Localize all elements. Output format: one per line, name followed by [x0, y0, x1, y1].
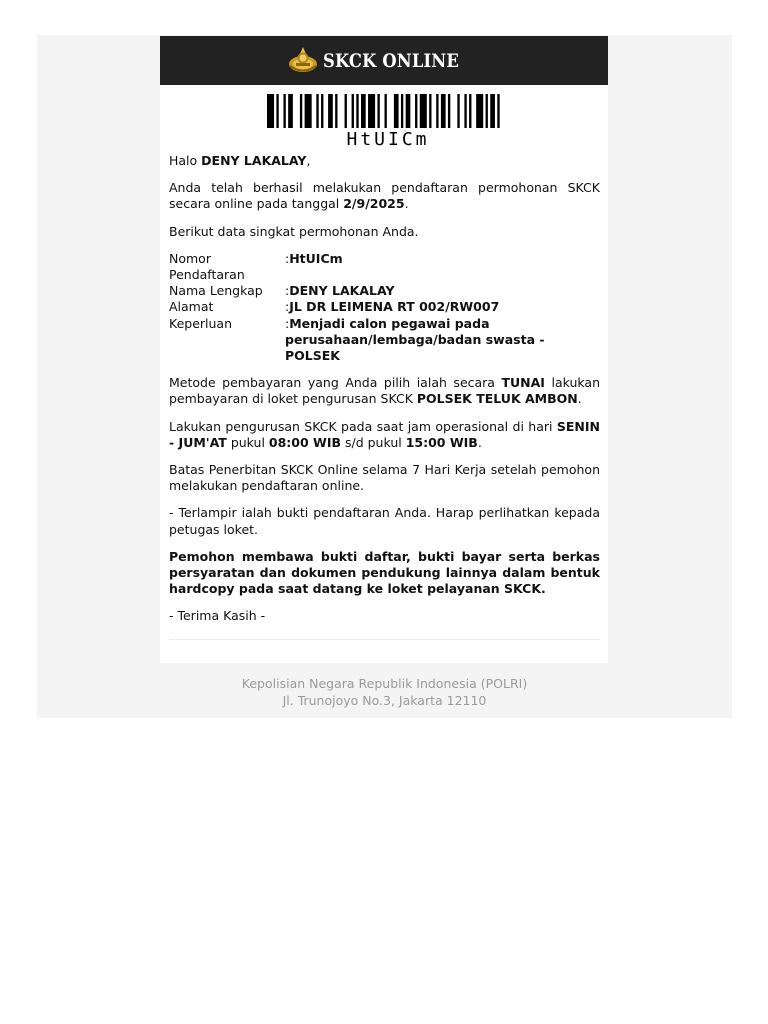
detail-value: : HtUICm [285, 251, 595, 283]
registration-details-table [169, 251, 595, 364]
barcode-bar [335, 94, 337, 128]
barcode-bar [464, 94, 466, 128]
barcode-bar [361, 94, 366, 128]
barcode-bar [415, 94, 417, 128]
recipient-name: DENY LAKALAY [201, 153, 307, 168]
summary-intro: Berikut data singkat permohonan Anda. [169, 223, 419, 239]
barcode-bar [441, 94, 446, 128]
detail-label: Nama Lengkap [169, 283, 263, 299]
detail-value: : DENY LAKALAY [285, 283, 595, 299]
closing-text: - Terima Kasih - [169, 608, 266, 624]
barcode-bar [490, 94, 495, 128]
barcode-bar [476, 94, 483, 128]
barcode-bar [288, 94, 293, 128]
deadline-notice: Batas Penerbitan SKCK Online selama 7 Hari Kerja setelah pemohon melakukan pendaftaran online. [169, 462, 600, 494]
detail-row [169, 316, 595, 365]
barcode-bar [394, 94, 399, 128]
barcode-image [265, 94, 503, 128]
registration-message: Anda telah berhasil melakukan pendaftaran permohonan SKCK secara online pada tanggal 2/9/2025. [169, 180, 600, 212]
barcode-bar [420, 94, 427, 128]
email-header [160, 36, 608, 85]
barcode-bar [276, 94, 278, 128]
attachment-notice: - Terlampir ialah bukti pendaftaran Anda. Harap perlihatkan kepada petugas loket. [169, 505, 600, 537]
polri-emblem-icon [287, 44, 319, 78]
barcode-bar [429, 94, 431, 128]
end-time: 15:00 WIB [405, 434, 478, 450]
barcode-bar [356, 94, 358, 128]
requirements-notice: Pemohon membawa bukti daftar, bukti bayar serta berkas persyaratan dan dokumen pendukung lainnya dalam bentuk hardcopy pada saat datang ke loket pelayanan SKCK. [169, 548, 600, 597]
detail-label: Alamat [169, 299, 214, 315]
email-card [160, 36, 608, 663]
barcode-bar [267, 94, 274, 128]
email-background [37, 35, 732, 718]
operational-days: SENIN - JUM'AT [169, 418, 600, 450]
barcode-bar [457, 94, 459, 128]
footer-organization: Kepolisian Negara Republik Indonesia (POLRI) [241, 676, 528, 691]
barcode-bar [406, 94, 411, 128]
start-time: 08:00 WIB [268, 434, 342, 450]
barcode-bar [377, 94, 379, 128]
barcode-bar [283, 94, 285, 128]
operational-schedule: Lakukan pengurusan SKCK pada saat jam operasional di hari SENIN - JUM'AT pukul 08:00 WIB s/d pukul 15:00 WIB. [169, 418, 600, 450]
detail-label: Nomor Pendaftaran [169, 250, 245, 283]
detail-label: Keperluan [169, 315, 233, 331]
barcode-section [160, 94, 608, 150]
email-body [169, 153, 600, 636]
barcode-bar [368, 94, 375, 128]
brand-title: SKCK ONLINE [322, 49, 459, 72]
email-footer [37, 676, 732, 709]
barcode-bar [401, 94, 403, 128]
detail-value: : JL DR LEIMENA RT 002/RW007 [285, 299, 595, 315]
barcode-bar [352, 94, 354, 128]
payment-location: POLSEK TELUK AMBON [416, 391, 578, 407]
payment-instructions: Metode pembayaran yang Anda pilih ialah secara TUNAI lakukan pembayaran di loket pengurusan SKCK POLSEK TELUK AMBON. [169, 375, 601, 407]
detail-row [169, 299, 595, 315]
barcode-bar [486, 94, 488, 128]
barcode-bar [305, 94, 312, 128]
detail-value: : Menjadi calon pegawai pada perusahaan/lembaga/badan swasta - POLSEK [285, 316, 595, 365]
greeting: Halo DENY LAKALAY, [169, 153, 311, 168]
detail-row [169, 283, 595, 299]
barcode-text: HtUICm [346, 129, 430, 150]
barcode-bar [448, 94, 450, 128]
barcode-bar [345, 94, 347, 128]
barcode-bar [469, 94, 471, 128]
barcode-bar [436, 94, 438, 128]
footer-address: Jl. Trunojoyo No.3, Jakarta 12110 [282, 692, 487, 708]
barcode-bar [385, 94, 387, 128]
brand-logo [287, 44, 481, 78]
barcode-bar [316, 94, 318, 128]
barcode-bar [321, 94, 323, 128]
barcode-bar [497, 94, 499, 128]
registration-date: 2/9/2025 [343, 196, 405, 212]
payment-method: TUNAI [501, 375, 545, 391]
divider [169, 639, 600, 640]
barcode-bar [300, 94, 302, 128]
detail-row [169, 251, 595, 283]
barcode-bar [328, 94, 333, 128]
